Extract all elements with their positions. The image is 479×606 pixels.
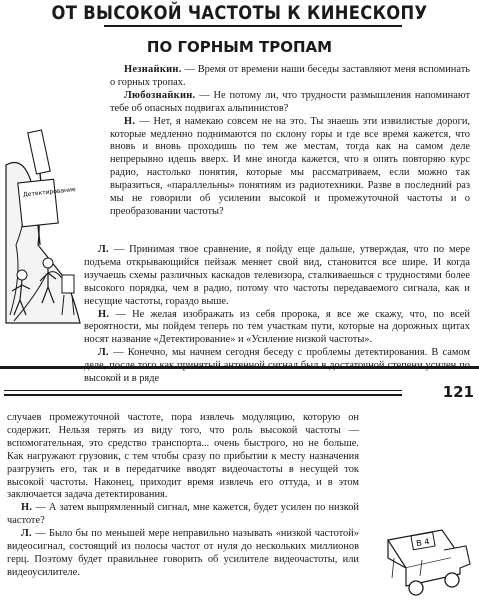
page-number: 121: [442, 383, 474, 401]
paragraph-text: — Не потому ли, что трудности размышления напоминают тебе об опасных подвигах альпинистов?: [110, 89, 470, 114]
paragraph-text: случаев промежуточной частоте, пора извлечь модуляцию, которую он содержит. Нельзя терять из виду того, что роль высокой частоты — вспомогательная, это средство транспорта... очень быстрого, но не больше. Как нагружают грузовик, с тем чтобы сразу по прибытии к месту назначения разгрузить его, так и в передатчике вводят видеочастоты в несущей ток высокой частоты. Наконец, приходит время извлечь его оттуда, и в этом заключается задача детектирования.: [7, 412, 359, 501]
paragraph: [7, 502, 359, 528]
speaker: Любознайкин.: [124, 89, 196, 101]
paragraph: [110, 116, 470, 219]
paragraph-text: — Нет, я намекаю совсем не на это. Ты знаешь эти извилистые дороги, которые медленно поднимаются по склону горы и где все время кажется, что вновь и вновь проходишь по тем же местам, тогда как на самом деле непрерывно идешь вверх. И мне иногда кажется, что я опять повторяю курс радио, настолько понятия, которые мы рассматриваем, если можно так выразиться, «параллельны» понятиям из радиотехники. Разве в последний раз мы не говорили об усилении высокой и промежуточной частоты и о преобразовании частоты?: [110, 115, 470, 217]
paragraph-text: — Не желая изображать из себя пророка, я все же скажу, что, по всей вероятности, мы пойдем теперь по тем участкам пути, которые на дорожных щитах носят название «Детектирование» и «Усиление низкой частоты».: [84, 308, 470, 346]
truck-illustration: [382, 520, 474, 600]
speaker: Л.: [98, 347, 109, 359]
dialogue-top-continued: [84, 244, 470, 386]
page-break-divider: [0, 366, 479, 369]
paragraph-text: — Принимая твое сравнение, я пойду еще дальше, утверждая, что по мере подъема открывающийся пейзаж меняет свой вид, становится все шире. И когда изучаешь схемы различных каскадов телевизора, сталкиваешься с трудностями более высокого порядка, чем в радио, потому что частоты передаваемого сигнала, как и несущие частоты, гораздо выше.: [84, 244, 470, 307]
dialogue-top-intro: [110, 64, 470, 219]
header-rule: [4, 394, 402, 396]
paragraph: [84, 309, 470, 348]
header-rule: [4, 390, 402, 391]
sign-detection: Детектирование: [22, 186, 76, 199]
paragraph-text: — Время от времени наши беседы заставляют меня вспоминать о горных тропах.: [110, 64, 470, 88]
mountain-climbers-illustration: [2, 125, 82, 325]
dialogue-bottom: [7, 412, 359, 580]
speaker: Н.: [98, 308, 110, 320]
speaker: Н.: [21, 502, 33, 514]
chapter-title-underline: [104, 25, 402, 27]
speaker: Н.: [124, 115, 136, 127]
speaker: Л.: [21, 528, 32, 540]
paragraph-text: — Было бы по меньшей мере неправильно называть «низкой частотой» видеосигнал, состоящий из полосы частот от нуля до нескольких миллионов герц. Поэтому будет правильнее говорить об усилителе видеочастоты, или видеоусилителе.: [7, 528, 359, 578]
chapter-title: ОТ ВЫСОКОЙ ЧАСТОТЫ К КИНЕСКОПУ: [51, 2, 428, 24]
paragraph: [110, 64, 470, 90]
paragraph: [84, 244, 470, 309]
paragraph: [7, 412, 359, 502]
speaker: Л.: [98, 244, 109, 255]
paragraph: [7, 528, 359, 580]
paragraph: [110, 90, 470, 116]
paragraph-text: — А затем выпрямленный сигнал, мне кажется, будет усилен по низкой частоте?: [7, 502, 359, 527]
speaker: Незнайкин.: [124, 64, 182, 75]
truck-label: В 4: [415, 536, 431, 549]
section-title: ПО ГОРНЫМ ТРОПАМ: [146, 38, 333, 56]
paragraph-text: — Конечно, мы начнем сегодня беседу с проблемы детектирования. В самом высокой и в ряде: [84, 347, 470, 385]
